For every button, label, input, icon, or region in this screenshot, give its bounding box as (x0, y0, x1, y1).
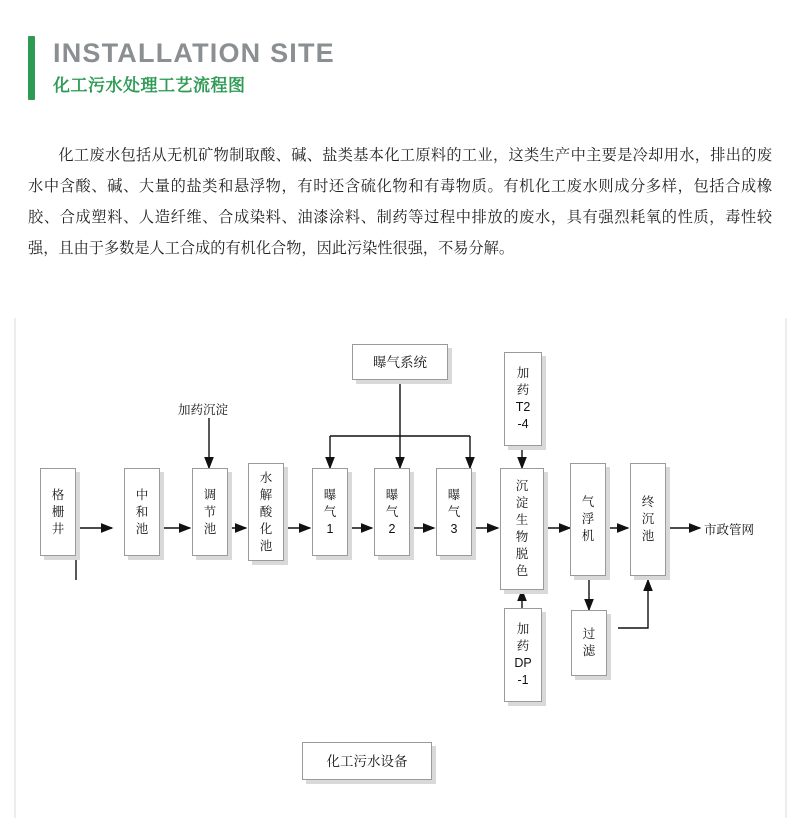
node-line: 气 (385, 504, 399, 519)
node-line: 加 (516, 366, 530, 380)
node-line: 3 (450, 521, 458, 536)
page-title-cn: 化工污水处理工艺流程图 (53, 76, 246, 95)
node-aeration-3 (436, 468, 472, 556)
header-text-group (53, 36, 335, 100)
page-title-en: INSTALLATION SITE (53, 38, 335, 68)
node-line: T2 (515, 400, 531, 414)
node-line: 池 (641, 529, 655, 543)
node-filtration (571, 610, 607, 676)
node-line: 加 (516, 622, 530, 636)
node-line: 气 (323, 504, 337, 519)
intro-paragraph: 化工废水包括从无机矿物制取酸、碱、盐类基本化工原料的工业，这类生产中主要是冷却用水，排出的废水中含酸、碱、大量的盐类和悬浮物，有时还含硫化物和有毒物质。有机化工废水则成分多样，包括合成橡胶、合成塑料、人造纤维、合成染料、油漆涂料、制药等过程中排放的废水，具有强烈耗氧的性质，毒性较强，且由于多数是人工合成的有机化合物，因此污染性很强，不易分解。 (28, 147, 772, 257)
node-line: 池 (259, 538, 273, 553)
node-aeration-2 (374, 468, 410, 556)
node-line: 2 (388, 521, 396, 536)
node-line: 滤 (582, 644, 596, 658)
node-neutralization-tank (124, 468, 160, 556)
node-line: 气 (581, 495, 595, 509)
outlet-label: 市政管网 (704, 523, 755, 537)
node-line: 浮 (581, 512, 595, 526)
node-line: 淀 (515, 496, 529, 510)
node-line: 栅 (51, 504, 65, 519)
page-header (28, 36, 335, 100)
node-line: 药 (516, 639, 530, 653)
node-dosing-t2-4 (504, 352, 542, 446)
node-aeration-system (352, 344, 448, 380)
node-line: 过 (582, 627, 596, 641)
node-regulating-tank (192, 468, 228, 556)
node-line: 曝 (385, 487, 399, 502)
node-line: 终 (641, 495, 655, 509)
node-label: 曝气系统 (373, 354, 427, 370)
node-final-sedimentation-tank (630, 463, 666, 576)
node-line: 色 (515, 564, 529, 578)
node-line: 水 (259, 470, 273, 485)
node-line: 药 (516, 383, 530, 397)
node-line: 生 (515, 513, 529, 527)
node-grate-well (40, 468, 76, 556)
node-line: 池 (203, 521, 217, 536)
node-line: 格 (51, 487, 65, 502)
node-dosing-dp-1 (504, 608, 542, 702)
node-air-flotation-machine (570, 463, 606, 576)
node-hydrolysis-acidification-tank (248, 463, 284, 561)
node-line: 解 (259, 487, 273, 502)
node-line: 气 (447, 504, 461, 519)
node-line: 沉 (515, 479, 529, 493)
node-line: 化 (259, 521, 273, 536)
diagram-caption-box (302, 742, 432, 780)
node-line: 曝 (323, 487, 337, 502)
node-line: DP (514, 656, 532, 670)
node-line: 池 (135, 521, 149, 536)
node-aeration-1 (312, 468, 348, 556)
dosing-settling-label: 加药沉淀 (178, 403, 229, 417)
node-line: 机 (581, 529, 595, 543)
node-line: 沉 (641, 512, 655, 526)
node-line: 中 (135, 487, 149, 502)
node-sedimentation-biological-decolorization (500, 468, 544, 590)
node-line: 调 (203, 487, 217, 502)
process-flow-diagram (0, 318, 800, 818)
node-line: -1 (517, 673, 529, 687)
node-line: 和 (135, 504, 149, 519)
node-line: 曝 (447, 487, 461, 502)
node-line: 1 (326, 521, 334, 536)
node-line: 井 (51, 521, 65, 536)
node-line: 酸 (259, 504, 273, 519)
caption-label: 化工污水设备 (326, 753, 408, 769)
node-line: 节 (203, 504, 217, 519)
header-accent-bar (28, 36, 35, 100)
node-line: 脱 (515, 547, 529, 561)
node-line: 物 (515, 530, 529, 544)
node-line: -4 (517, 417, 529, 431)
